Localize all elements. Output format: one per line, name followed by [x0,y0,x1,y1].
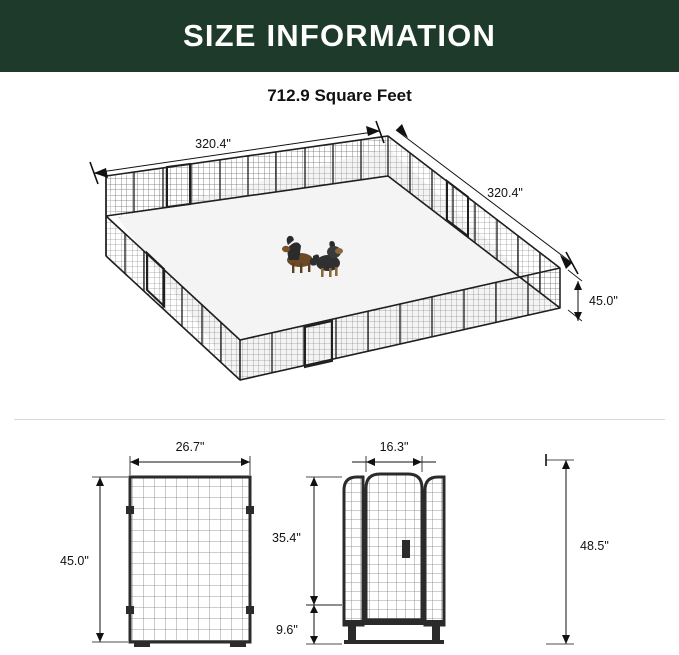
dimension-label-gate-upper-height: 35.4" [272,531,301,545]
gate-panel-drawing [344,474,444,644]
dimension-label-gate-lower-height: 9.6" [276,623,298,637]
dimension-label-panel-height: 45.0" [60,554,89,568]
isometric-diagram [0,118,679,418]
panel-views [0,420,679,655]
header-banner [0,0,679,72]
dimension-gate-total-height [546,454,574,644]
dimension-label-enclosure-height: 45.0" [589,294,618,308]
isometric-diagram-svg [0,118,679,418]
dimension-gate-upper-height [306,477,342,605]
single-panel-drawing [126,477,254,647]
dimension-panel-height [92,477,128,642]
dimension-gate-width [352,456,436,472]
dimension-enclosure-height [568,270,582,321]
area-subtitle: 712.9 Square Feet [267,86,412,105]
panel-views-svg [0,420,679,655]
dimension-label-gate-total-height: 48.5" [580,539,609,553]
dimension-label-gate-width: 16.3" [379,440,409,454]
dimension-panel-width [130,456,250,475]
dimension-label-top-depth: 320.4" [487,186,523,200]
dimension-label-top-width: 320.4" [195,137,231,151]
dimension-gate-lower-height [306,605,342,644]
dimension-label-panel-width: 26.7" [175,440,205,454]
page-title: SIZE INFORMATION [182,18,497,53]
